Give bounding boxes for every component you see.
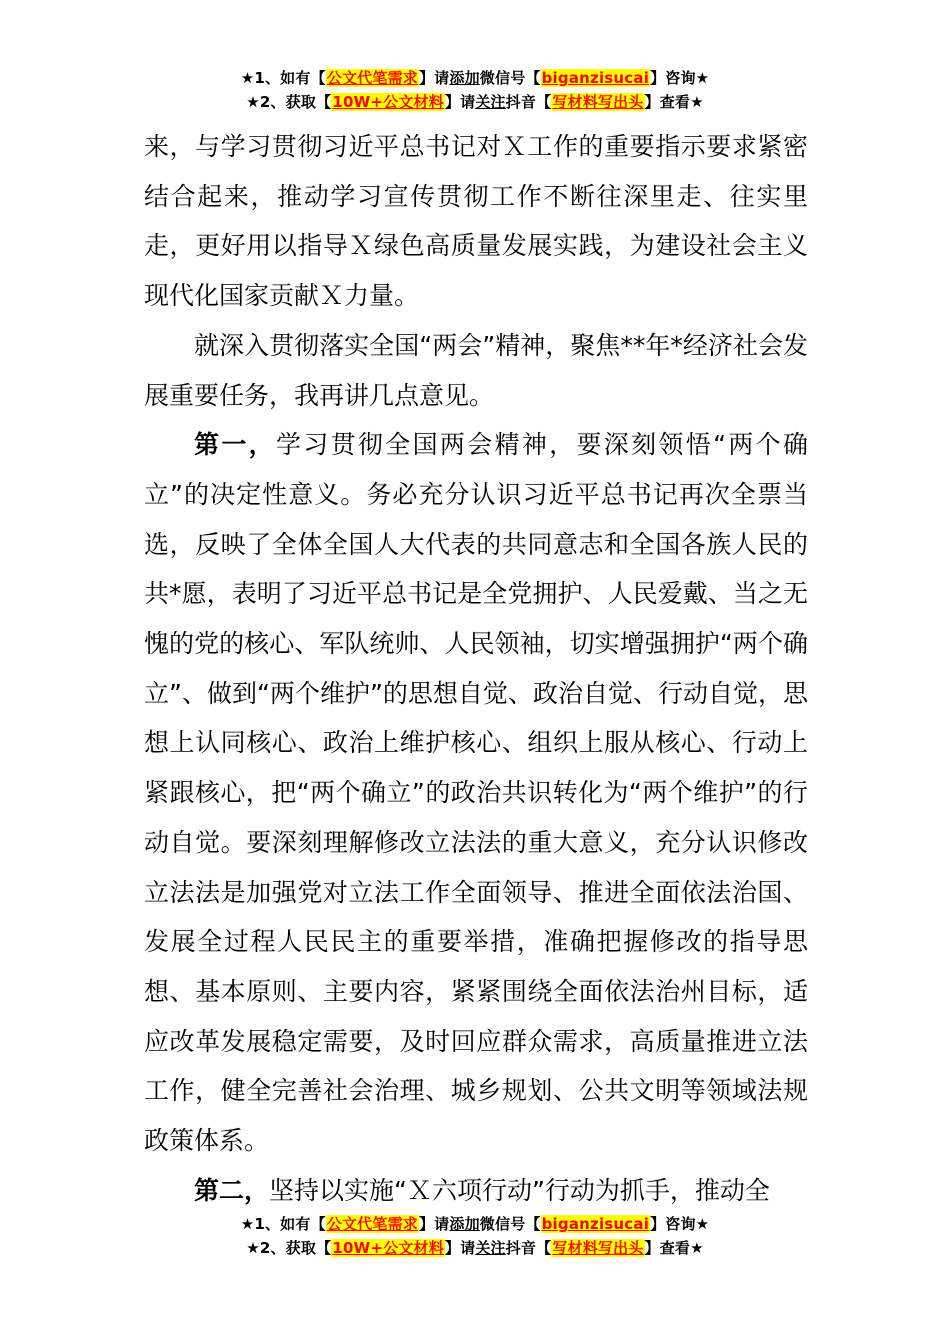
- promo-text: ★2、获取【: [246, 93, 332, 111]
- point-body: 学习贯彻全国两会精神，要深刻领悟“两个确立”的决定性意义。务必充分认识习近平总书记再次全票当选，反映了全体全国人大代表的共同意志和全国各族人民的共*愿，表明了习近平总书记是全党拥护、人民爱戴、当之无愧的党的核心、军队统帅、人民领袖，切实增强拥护“两个确立”、做到“两个维护”的思想自觉、政治自觉、行动自觉，思想上认同核心、政治上维护核心、组织上服从核心、行动上紧跟核心，把“两个确立”的政治共识转化为“两个维护”的行动自觉。要深刻理解修改立法法的重大意义，充分认识修改立法法是加强党对立法工作全面领导、推进全面依法治国、发展全过程人民民主的重要举措，准确把握修改的指导思想、基本原则、主要内容，紧紧围绕全面依法治州目标，适应改革发展稳定需要，及时回应群众需求，高质量推进立法工作，健全完善社会治理、城乡规划、公共文明等领域法规政策体系。: [144, 430, 808, 1156]
- promo-text: ★1、如有【: [240, 1215, 326, 1233]
- promo-line-2: [0, 90, 950, 114]
- promo-emphasis: 关注: [475, 1239, 506, 1257]
- promo-text: 抖音【: [505, 93, 552, 111]
- promo-emphasis: 添加: [449, 1215, 480, 1233]
- paragraph-point-one: [144, 420, 808, 1166]
- promo-text: 抖音【: [505, 1239, 552, 1257]
- promo-line-1: [0, 1212, 950, 1236]
- highlight-wechat-id: biganzisucai: [541, 69, 650, 87]
- promo-text: ★2、获取【: [246, 1239, 332, 1257]
- bottom-promo-banner: [0, 1212, 950, 1260]
- promo-text: 】请: [444, 93, 476, 111]
- top-promo-banner: [0, 66, 950, 114]
- promo-line-2: [0, 1236, 950, 1260]
- highlight-materials: 10W+公文材料: [332, 1239, 444, 1257]
- point-lead: 第二，: [194, 1175, 270, 1205]
- paragraph-intro: 就深入贯彻落实全国“两会”精神，聚焦**年*经济社会发展重要任务，我再讲几点意见。: [144, 330, 808, 410]
- promo-line-1: [0, 66, 950, 90]
- promo-text: 微信号【: [479, 1215, 541, 1233]
- highlight-materials: 10W+公文材料: [332, 93, 444, 111]
- promo-text: 】请: [418, 1215, 450, 1233]
- promo-emphasis: 关注: [475, 93, 506, 111]
- promo-emphasis: 添加: [449, 69, 480, 87]
- promo-text: ★1、如有【: [240, 69, 326, 87]
- paragraph-point-two: [144, 1166, 808, 1216]
- document-body: [144, 122, 808, 1215]
- paragraph-continuation: 来，与学习贯彻习近平总书记对Ｘ工作的重要指示要求紧密结合起来，推动学习宣传贯彻工作不断往深里走、往实里走，更好用以指导Ｘ绿色高质量发展实践，为建设社会主义现代化国家贡献Ｘ力量。: [144, 132, 808, 311]
- highlight-ghostwriting: 公文代笔需求: [326, 1215, 418, 1233]
- promo-text: 】查看★: [644, 93, 704, 111]
- point-body: 坚持以实施“Ｘ六项行动”行动为抓手，推动全: [269, 1175, 770, 1205]
- highlight-douyin-account: 写材料写出头: [552, 93, 644, 111]
- promo-text: 】咨询★: [650, 69, 710, 87]
- promo-text: 】咨询★: [650, 1215, 710, 1233]
- highlight-ghostwriting: 公文代笔需求: [326, 69, 418, 87]
- promo-text: 】请: [444, 1239, 476, 1257]
- point-lead: 第一，: [194, 430, 276, 460]
- promo-text: 】请: [418, 69, 450, 87]
- highlight-douyin-account: 写材料写出头: [552, 1239, 644, 1257]
- highlight-wechat-id: biganzisucai: [541, 1215, 650, 1233]
- promo-text: 】查看★: [644, 1239, 704, 1257]
- promo-text: 微信号【: [479, 69, 541, 87]
